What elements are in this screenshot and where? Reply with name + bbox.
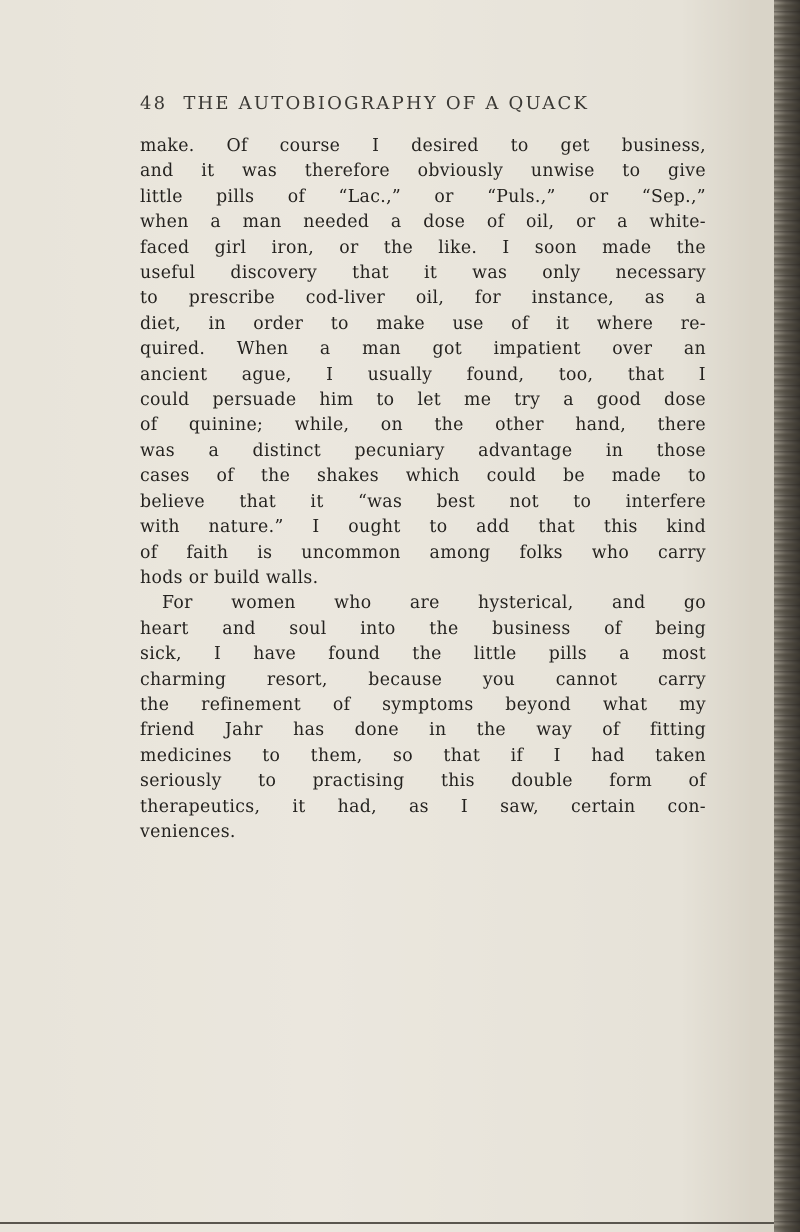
page-edge-shadow: [774, 0, 800, 1232]
text-line: was a distinct pecuniary advantage in those: [140, 440, 706, 461]
bottom-rule: [0, 1222, 774, 1224]
text-line: diet, in order to make use of it where re-: [140, 313, 706, 334]
text-line: heart and soul into the business of being: [140, 618, 706, 639]
text-line: faced girl iron, or the like. I soon made the: [140, 237, 706, 258]
text-line: For women who are hysterical, and go: [162, 593, 706, 614]
text-line: therapeutics, it had, as I saw, certain con-: [140, 796, 706, 817]
page-number: 48: [140, 93, 168, 114]
text-line: charming resort, because you cannot carry: [140, 669, 706, 690]
text-line: with nature.” I ought to add that this kind: [140, 517, 706, 538]
text-line: little pills of “Lac.,” or “Puls.,” or “Sep.,”: [140, 186, 706, 207]
text-line: of faith is uncommon among folks who carry: [140, 542, 706, 563]
running-title: THE AUTOBIOGRAPHY OF A QUACK: [183, 93, 590, 114]
text-line: useful discovery that it was only necessary: [140, 263, 706, 284]
text-line: veniences.: [140, 821, 236, 842]
text-line: friend Jahr has done in the way of fitting: [140, 720, 706, 741]
text-line: make. Of course I desired to get business,: [140, 136, 706, 156]
body-text: [140, 134, 706, 845]
text-line: ancient ague, I usually found, too, that I: [140, 364, 706, 385]
text-line: when a man needed a dose of oil, or a white-: [140, 212, 706, 233]
text-line: hods or build walls.: [140, 567, 319, 588]
text-line: to prescribe cod-liver oil, for instance, as a: [140, 288, 706, 309]
text-line: cases of the shakes which could be made to: [140, 466, 706, 487]
text-line: and it was therefore obviously unwise to give: [140, 161, 706, 182]
text-line: quired. When a man got impatient over an: [140, 339, 706, 360]
text-line: could persuade him to let me try a good dose: [140, 390, 706, 411]
text-line: seriously to practising this double form of: [140, 771, 706, 792]
text-line: the refinement of symptoms beyond what my: [140, 694, 706, 715]
text-line: of quinine; while, on the other hand, there: [140, 415, 706, 436]
text-line: sick, I have found the little pills a most: [140, 644, 706, 665]
text-line: believe that it “was best not to interfere: [140, 491, 706, 512]
text-line: medicines to them, so that if I had taken: [140, 745, 706, 766]
running-header: [140, 93, 700, 114]
